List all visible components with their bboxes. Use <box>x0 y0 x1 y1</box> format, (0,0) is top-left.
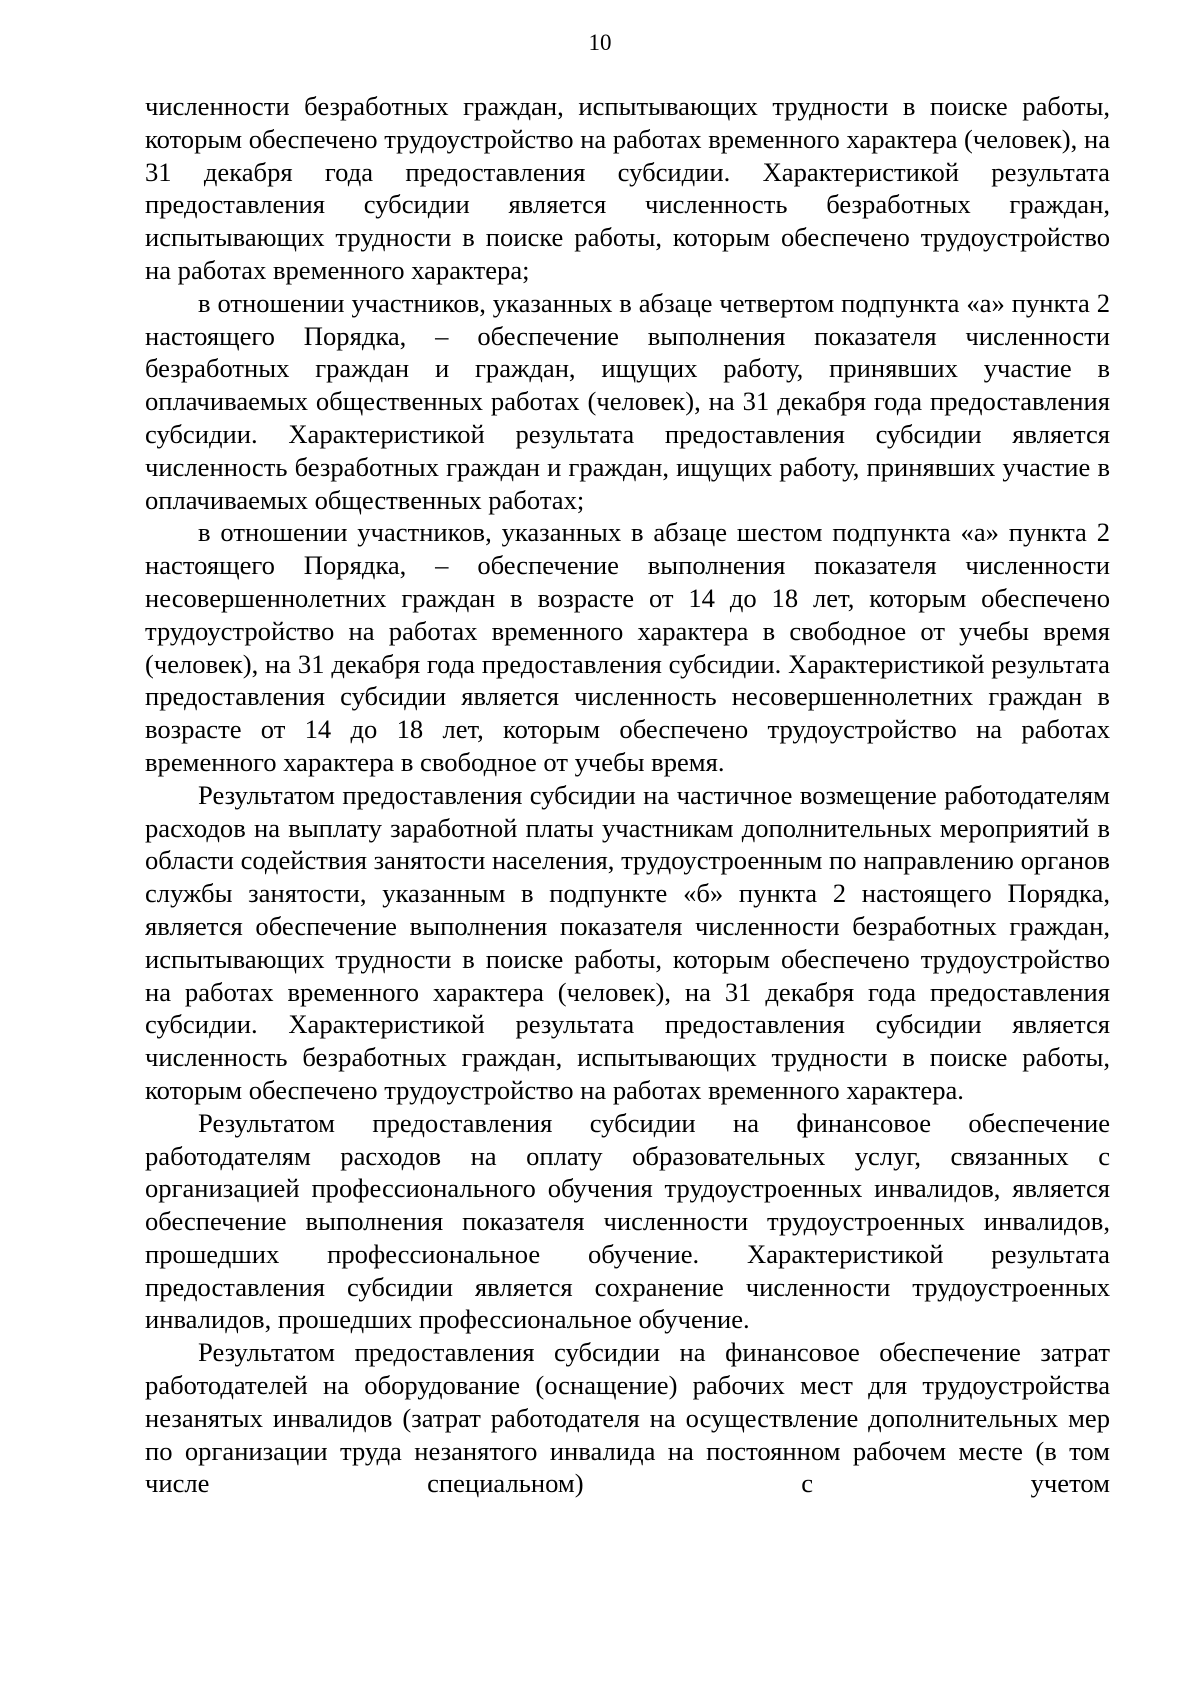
document-body <box>145 90 1110 1500</box>
paragraph-participants-sixth: в отношении участников, указанных в абзаце шестом подпункта «а» пункта 2 настоящего Порядка, – обеспечение выполнения показателя численности несовершеннолетних граждан в возрасте от 14 до 18 лет, которым обеспечено трудоустройство на работах временного характера в свободное от учебы время (человек), на 31 декабря года предоставления субсидии. Характеристикой результата предоставления субсидии является численность несовершеннолетних граждан в возрасте от 14 до 18 лет, которым обеспечено трудоустройство на работах временного характера в свободное от учебы время. <box>145 517 1110 777</box>
paragraph-participants-fourth: в отношении участников, указанных в абзаце четвертом подпункта «а» пункта 2 настоящего Порядка, – обеспечение выполнения показателя численности безработных граждан и граждан, ищущих работу, принявших участие в оплачиваемых общественных работах (человек), на 31 декабря года предоставления субсидии. Характеристикой результата предоставления субсидии является численность безработных граждан и граждан, ищущих работу, принявших участие в оплачиваемых общественных работах; <box>145 287 1110 515</box>
paragraph-continuation: численности безработных граждан, испытывающих трудности в поиске работы, которым обеспечено трудоустройство на работах временного характера (человек), на 31 декабря года предоставления субсидии. Характеристикой результата предоставления субсидии является численность безработных граждан, испытывающих трудности в поиске работы, которым обеспечено трудоустройство на работах временного характера; <box>145 91 1110 285</box>
paragraph-workplace-equipment: Результатом предоставления субсидии на финансовое обеспечение затрат работодателей на оборудование (оснащение) рабочих мест для трудоустройства незанятых инвалидов (затрат работодателя на осуществление дополнительных мер по организации труда незанятого инвалида на постоянном рабочем месте (в том числе специальном) с учетом <box>145 1337 1110 1499</box>
paragraph-education-services: Результатом предоставления субсидии на финансовое обеспечение работодателям расходов на оплату образовательных услуг, связанных с организацией профессионального обучения трудоустроенных инвалидов, является обеспечение выполнения показателя численности трудоустроенных инвалидов, прошедших профессиональное обучение. Характеристикой результата предоставления субсидии является сохранение численности трудоустроенных инвалидов, прошедших профессиональное обучение. <box>145 1107 1110 1335</box>
page-number: 10 <box>588 30 612 55</box>
paragraph-wage-compensation: Результатом предоставления субсидии на частичное возмещение работодателям расходов на выплату заработной платы участникам дополнительных мероприятий в области содействия занятости населения, трудоустроенным по направлению органов службы занятости, указанным в подпункте «б» пункта 2 настоящего Порядка, является обеспечение выполнения показателя численности безработных граждан, испытывающих трудности в поиске работы, которым обеспечено трудоустройство на работах временного характера (человек), на 31 декабря года предоставления субсидии. Характеристикой результата предоставления субсидии является численность безработных граждан, испытывающих трудности в поиске работы, которым обеспечено трудоустройство на работах временного характера. <box>145 779 1110 1105</box>
